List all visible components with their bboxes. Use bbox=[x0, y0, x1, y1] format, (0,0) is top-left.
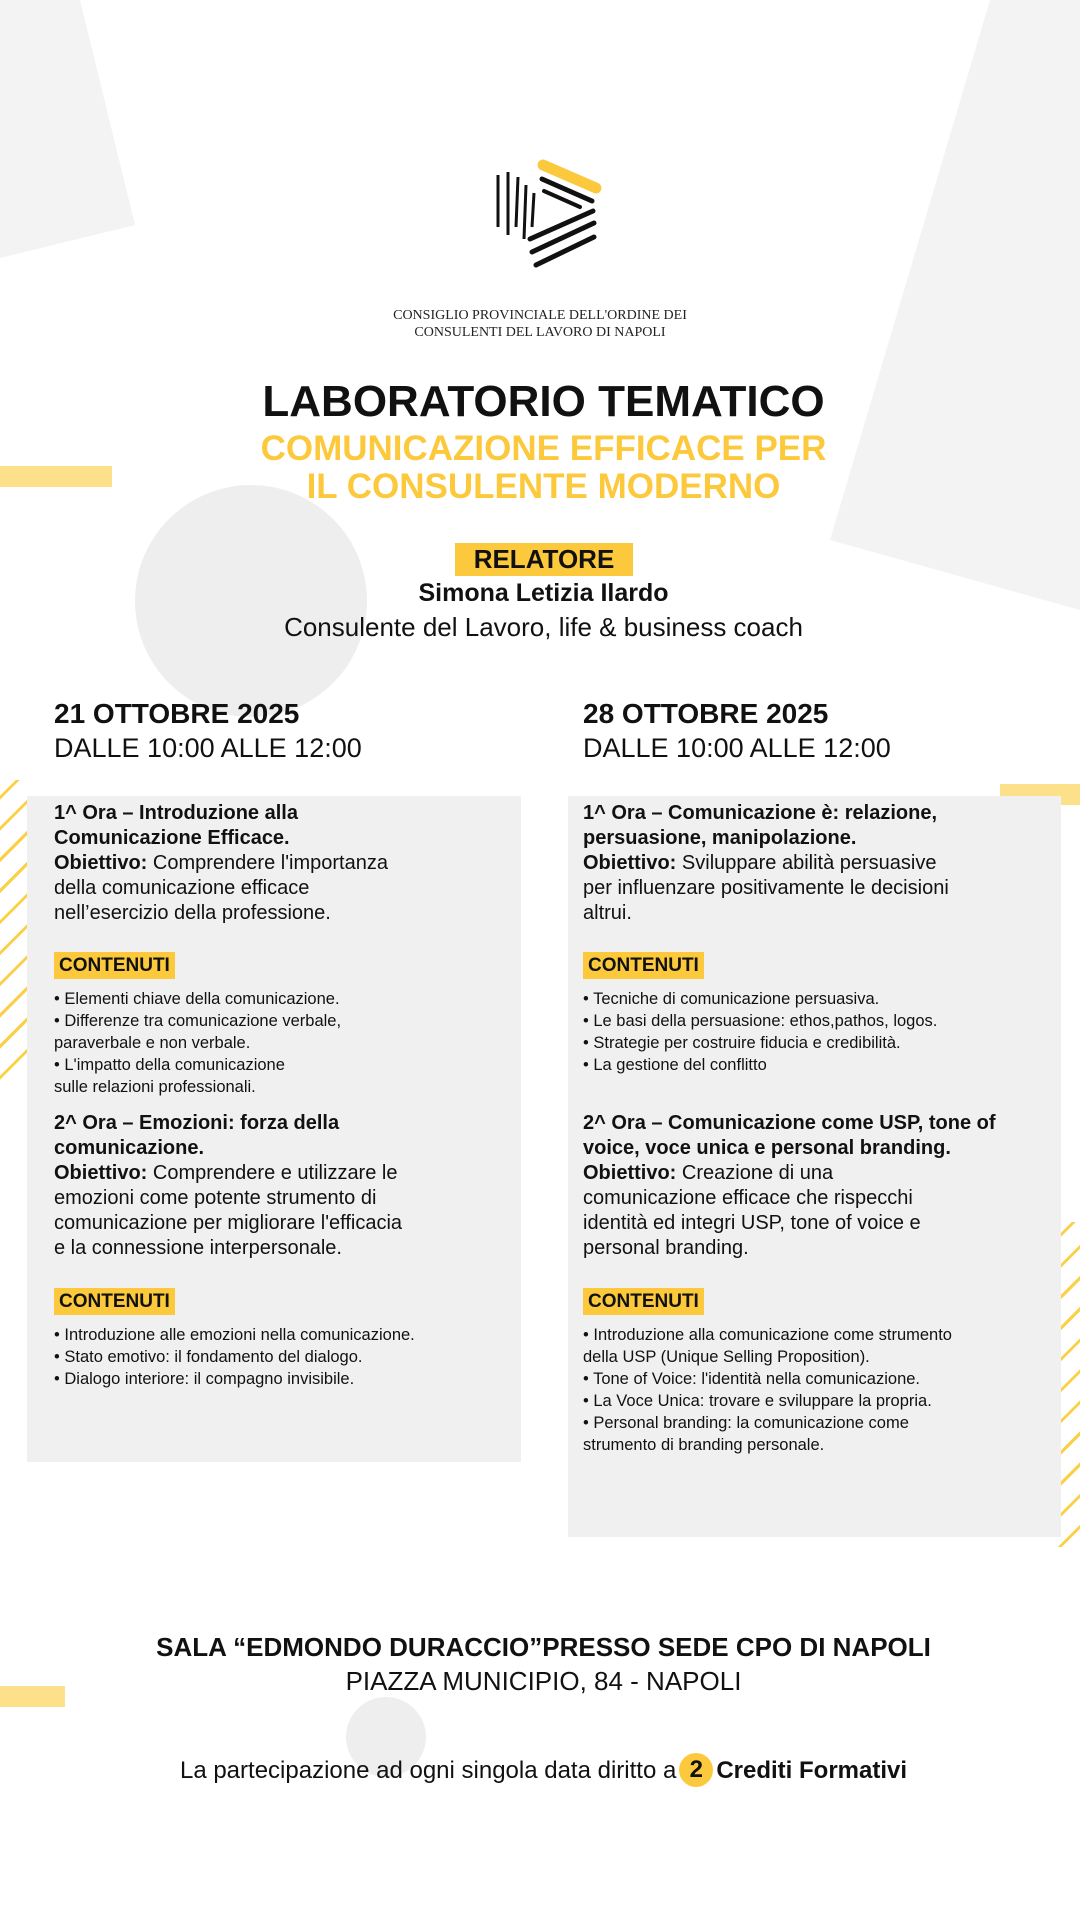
list-item: • La gestione del conflitto bbox=[583, 1054, 1053, 1076]
objective-label: Obiettivo: bbox=[583, 852, 677, 874]
speaker-name: Simona Letizia Ilardo bbox=[418, 579, 669, 607]
event-subtitle bbox=[0, 430, 1080, 506]
list-item: • Stato emotivo: il fondamento del dialogo. bbox=[54, 1346, 514, 1368]
list-item: • Personal branding: la comunicazione come bbox=[583, 1412, 1053, 1434]
objective-text: personal branding. bbox=[583, 1237, 749, 1259]
objective-text: comunicazione per migliorare l'efficacia bbox=[54, 1212, 403, 1234]
credits-line bbox=[0, 1754, 1080, 1788]
session-1-hour-1-contents bbox=[54, 988, 514, 1098]
list-item: paraverbale e non verbale. bbox=[54, 1034, 251, 1052]
session-1-hour-2 bbox=[54, 1111, 514, 1261]
subtitle-line: IL CONSULENTE MODERNO bbox=[306, 467, 781, 506]
credits-label: Crediti Formativi bbox=[716, 1757, 908, 1784]
list-item: della USP (Unique Selling Proposition). bbox=[583, 1348, 870, 1366]
hour-title: 2^ Ora – Comunicazione come USP, tone of bbox=[583, 1112, 996, 1134]
objective-label: Obiettivo: bbox=[583, 1162, 677, 1184]
objective-text: Comprendere e utilizzare le bbox=[152, 1162, 398, 1184]
session-2-hour-1 bbox=[583, 801, 1053, 926]
list-item: • Strategie per costruire fiducia e credibilità. bbox=[583, 1032, 1053, 1054]
objective-text: Creazione di una bbox=[681, 1162, 834, 1184]
venue-address: PIAZZA MUNICIPIO, 84 - NAPOLI bbox=[345, 1666, 742, 1696]
list-item: • Elementi chiave della comunicazione. bbox=[54, 988, 514, 1010]
list-item: strumento di branding personale. bbox=[583, 1436, 825, 1454]
session-2-time: DALLE 10:00 ALLE 12:00 bbox=[583, 733, 891, 763]
contents-tag: CONTENUTI bbox=[583, 952, 704, 979]
session-1-date: 21 OTTOBRE 2025 bbox=[54, 698, 300, 729]
session-1-hour-2-contents bbox=[54, 1324, 514, 1390]
subtitle-line: COMUNICAZIONE EFFICACE PER bbox=[260, 429, 827, 468]
list-item: • Le basi della persuasione: ethos,pathos, logos. bbox=[583, 1010, 1053, 1032]
objective-text: altrui. bbox=[583, 902, 632, 924]
objective-label: Obiettivo: bbox=[54, 852, 148, 874]
list-item: • Dialogo interiore: il compagno invisibile. bbox=[54, 1368, 514, 1390]
objective-text: per influenzare positivamente le decisioni bbox=[583, 877, 949, 899]
session-2-hour-2-contents bbox=[583, 1324, 1053, 1456]
session-2-hour-2 bbox=[583, 1111, 1053, 1261]
list-item: sulle relazioni professionali. bbox=[54, 1078, 256, 1096]
objective-text: emozioni come potente strumento di bbox=[54, 1187, 377, 1209]
organization-name bbox=[340, 307, 740, 341]
background-shape-top-left bbox=[0, 0, 135, 260]
hour-title: persuasione, manipolazione. bbox=[583, 827, 857, 849]
contents-tag: CONTENUTI bbox=[583, 1288, 704, 1315]
list-item: • Tone of Voice: l'identità nella comunicazione. bbox=[583, 1368, 1053, 1390]
list-item: • Introduzione alle emozioni nella comunicazione. bbox=[54, 1324, 514, 1346]
list-item: • La Voce Unica: trovare e sviluppare la propria. bbox=[583, 1390, 1053, 1412]
hour-title: comunicazione. bbox=[54, 1137, 205, 1159]
objective-label: Obiettivo: bbox=[54, 1162, 148, 1184]
list-item: • Introduzione alla comunicazione come strumento bbox=[583, 1324, 1053, 1346]
contents-tag: CONTENUTI bbox=[54, 952, 175, 979]
speaker-role: Consulente del Lavoro, life & business coach bbox=[284, 612, 803, 642]
org-line: CONSULENTI DEL LAVORO DI NAPOLI bbox=[414, 325, 666, 340]
list-item: • Tecniche di comunicazione persuasiva. bbox=[583, 988, 1053, 1010]
hour-title: 1^ Ora – Introduzione alla bbox=[54, 802, 298, 824]
session-1-hour-1 bbox=[54, 801, 514, 926]
hour-title: Comunicazione Efficace. bbox=[54, 827, 290, 849]
objective-text: comunicazione efficace che rispecchi bbox=[583, 1187, 913, 1209]
hour-title: 1^ Ora – Comunicazione è: relazione, bbox=[583, 802, 938, 824]
session-1-time: DALLE 10:00 ALLE 12:00 bbox=[54, 733, 362, 763]
stripes-left bbox=[0, 780, 28, 1080]
org-line: CONSIGLIO PROVINCIALE DELL'ORDINE DEI bbox=[393, 308, 687, 323]
session-2-date: 28 OTTOBRE 2025 bbox=[583, 698, 829, 729]
list-item: • L'impatto della comunicazione bbox=[54, 1054, 514, 1076]
objective-text: Sviluppare abilità persuasive bbox=[681, 852, 937, 874]
credits-text: La partecipazione ad ogni singola data diritto a bbox=[179, 1757, 677, 1784]
objective-text: Comprendere l'importanza bbox=[152, 852, 388, 874]
hour-title: 2^ Ora – Emozioni: forza della bbox=[54, 1112, 340, 1134]
objective-text: della comunicazione efficace bbox=[54, 877, 310, 899]
objective-text: nell’esercizio della professione. bbox=[54, 902, 331, 924]
hour-title: voice, voce unica e personal branding. bbox=[583, 1137, 951, 1159]
background-shape-top-right bbox=[830, 0, 1080, 610]
event-title: LABORATORIO TEMATICO bbox=[262, 377, 825, 426]
order-logo-icon bbox=[490, 155, 610, 280]
objective-text: identità ed integri USP, tone of voice e bbox=[583, 1212, 921, 1234]
list-item: • Differenze tra comunicazione verbale, bbox=[54, 1010, 514, 1032]
credits-number: 2 bbox=[679, 1753, 713, 1787]
session-2-hour-1-contents bbox=[583, 988, 1053, 1076]
contents-tag: CONTENUTI bbox=[54, 1288, 175, 1315]
objective-text: e la connessione interpersonale. bbox=[54, 1237, 342, 1259]
relatore-badge: RELATORE bbox=[455, 543, 633, 576]
venue-name: SALA “EDMONDO DURACCIO”PRESSO SEDE CPO DI NAPOLI bbox=[156, 1632, 931, 1662]
